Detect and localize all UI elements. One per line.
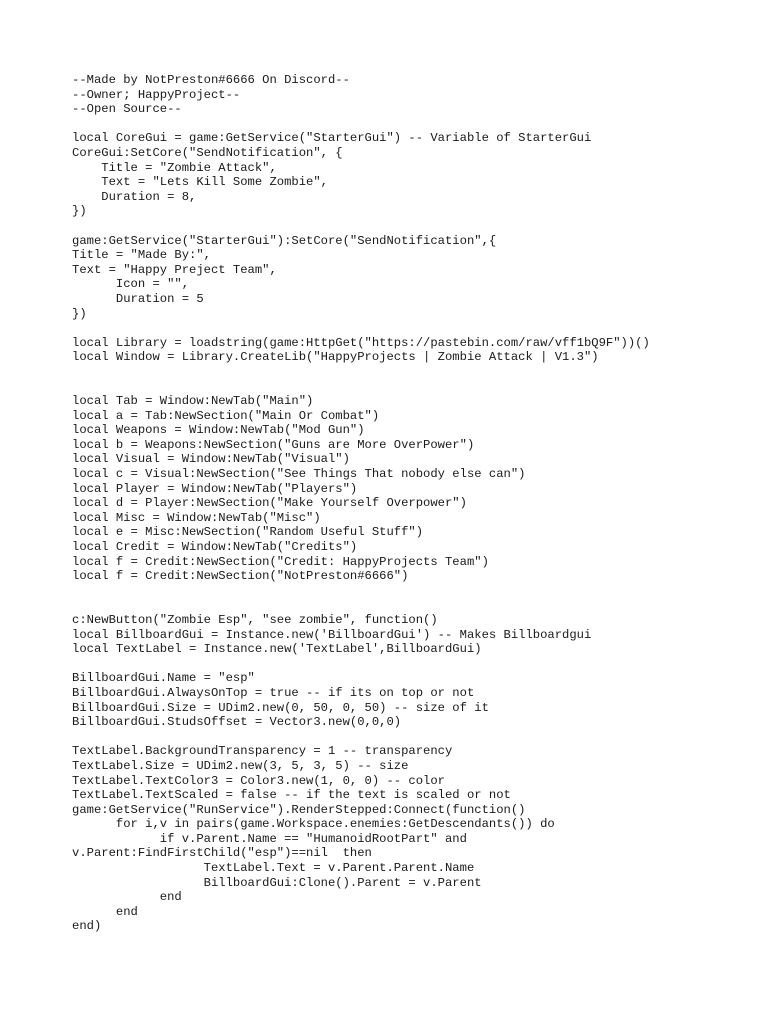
code-line: local CoreGui = game:GetService("StarterGui") -- Variable of StarterGui <box>72 131 592 146</box>
code-line: game:GetService("StarterGui"):SetCore("SendNotification",{ <box>72 233 497 248</box>
code-line: BillboardGui:Clone().Parent = v.Parent <box>72 875 482 890</box>
code-line: BillboardGui.Size = UDim2.new(0, 50, 0, 50) -- size of it <box>72 700 489 715</box>
code-line: local Library = loadstring(game:HttpGet("https://pastebin.com/raw/vff1bQ9F"))() <box>72 335 650 350</box>
code-line <box>72 117 752 132</box>
code-line: Duration = 8, <box>72 189 197 204</box>
code-line <box>72 730 752 745</box>
code-line <box>72 379 752 394</box>
code-line: for i,v in pairs(game.Workspace.enemies:GetDescendants()) do <box>72 817 555 832</box>
code-line <box>72 365 752 380</box>
code-line: Title = "Made By:", <box>72 248 211 263</box>
code-line: Duration = 5 <box>72 291 204 306</box>
code-line: local Tab = Window:NewTab("Main") <box>72 394 314 409</box>
code-line: TextLabel.Size = UDim2.new(3, 5, 3, 5) -- size <box>72 758 409 773</box>
code-line: v.Parent:FindFirstChild("esp")==nil then <box>72 846 372 861</box>
code-line: Icon = "", <box>72 277 190 292</box>
code-line: local e = Misc:NewSection("Random Useful Stuff") <box>72 525 424 540</box>
code-line: BillboardGui.Name = "esp" <box>72 671 255 686</box>
code-line: local Weapons = Window:NewTab("Mod Gun") <box>72 423 365 438</box>
code-line <box>72 584 752 599</box>
code-line: CoreGui:SetCore("SendNotification", { <box>72 145 343 160</box>
code-line: }) <box>72 204 87 219</box>
code-line: local c = Visual:NewSection("See Things That nobody else can") <box>72 467 526 482</box>
code-line: local BillboardGui = Instance.new('BillboardGui') -- Makes Billboardgui <box>72 627 592 642</box>
code-line: local TextLabel = Instance.new('TextLabel',BillboardGui) <box>72 642 482 657</box>
code-line: end <box>72 890 182 905</box>
code-line: end <box>72 904 138 919</box>
code-line: --Open Source-- <box>72 102 182 117</box>
code-line: local Credit = Window:NewTab("Credits") <box>72 540 358 554</box>
code-line: c:NewButton("Zombie Esp", "see zombie", function() <box>72 612 438 627</box>
code-line: end) <box>72 919 102 934</box>
code-line: TextLabel.TextColor3 = Color3.new(1, 0, 0) -- color <box>72 773 445 788</box>
code-line: local d = Player:NewSection("Make Yourself Overpower") <box>72 496 467 511</box>
code-line: }) <box>72 306 87 321</box>
code-line <box>72 598 752 613</box>
code-line: TextLabel.TextScaled = false -- if the text is scaled or not <box>72 788 511 803</box>
code-line: local Visual = Window:NewTab("Visual") <box>72 452 350 467</box>
code-line: --Made by NotPreston#6666 On Discord-- <box>72 73 350 87</box>
code-line <box>72 321 752 336</box>
code-line: game:GetService("RunService").RenderStepped:Connect(function() <box>72 802 526 817</box>
code-line: BillboardGui.StudsOffset = Vector3.new(0,0,0) <box>72 715 402 730</box>
code-line: Text = "Happy Preject Team", <box>72 262 277 277</box>
code-line: if v.Parent.Name == "HumanoidRootPart" and <box>72 831 467 846</box>
code-line: TextLabel.Text = v.Parent.Parent.Name <box>72 861 475 876</box>
code-line <box>72 219 752 234</box>
code-line: local Window = Library.CreateLib("HappyProjects | Zombie Attack | V1.3") <box>72 350 599 365</box>
code-line: local f = Credit:NewSection("NotPreston#6666") <box>72 569 409 584</box>
code-line: Text = "Lets Kill Some Zombie", <box>72 175 328 190</box>
code-line: local f = Credit:NewSection("Credit: HappyProjects Team") <box>72 554 489 569</box>
code-line: local a = Tab:NewSection("Main Or Combat") <box>72 408 380 423</box>
code-line: TextLabel.BackgroundTransparency = 1 -- transparency <box>72 744 453 759</box>
code-line: local b = Weapons:NewSection("Guns are More OverPower") <box>72 437 475 452</box>
code-line: local Player = Window:NewTab("Players") <box>72 481 358 496</box>
code-block <box>72 73 752 934</box>
code-line: BillboardGui.AlwaysOnTop = true -- if its on top or not <box>72 685 475 700</box>
code-line <box>72 657 752 672</box>
code-line: local Misc = Window:NewTab("Misc") <box>72 510 321 525</box>
code-line: --Owner; HappyProject-- <box>72 87 241 102</box>
code-line: Title = "Zombie Attack", <box>72 160 277 175</box>
